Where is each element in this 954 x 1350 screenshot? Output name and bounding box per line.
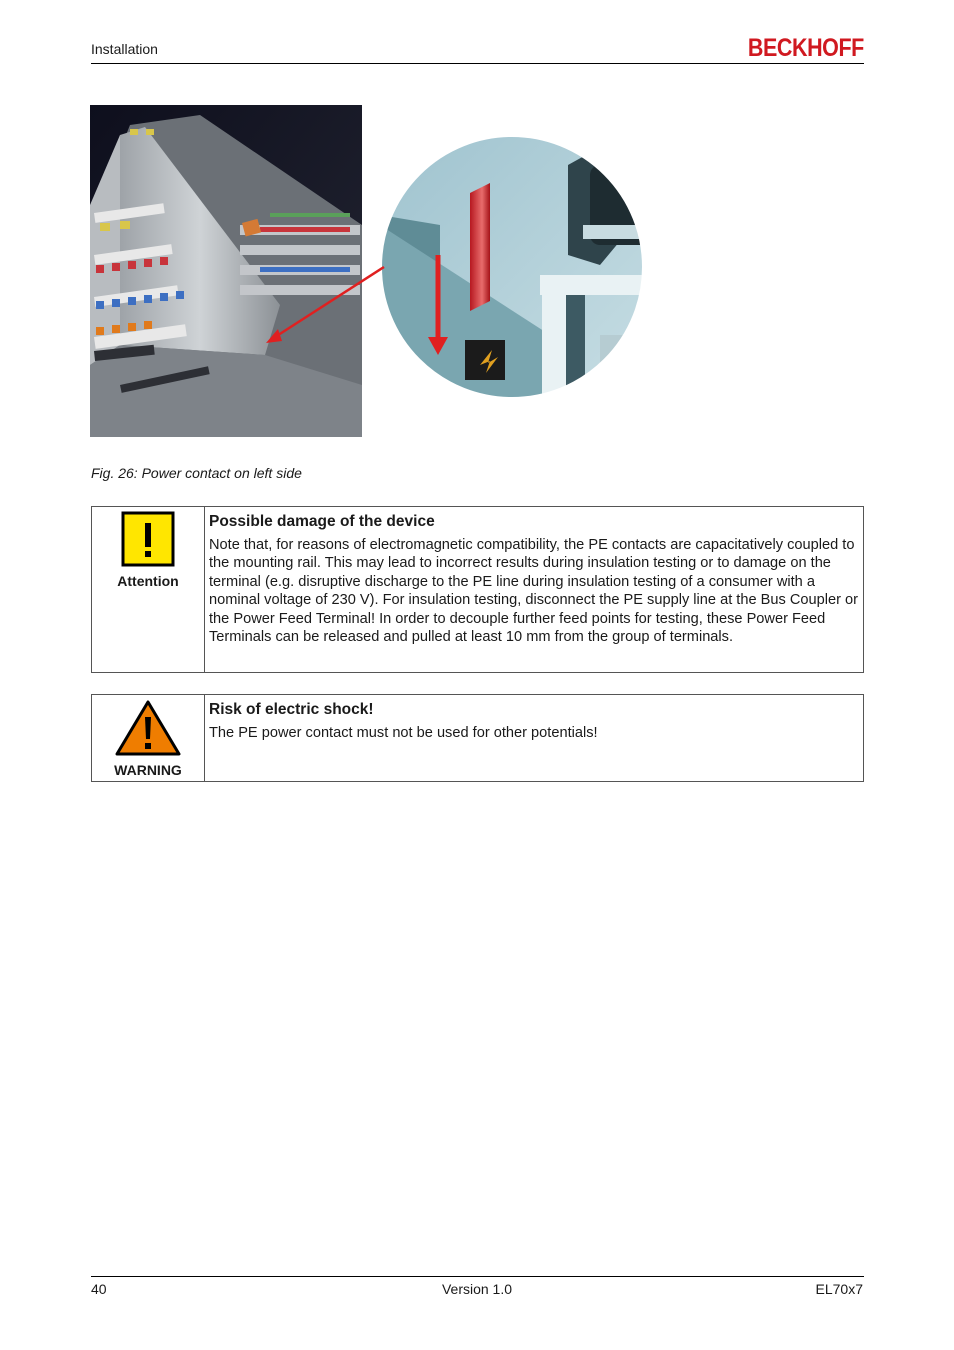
attention-label: Attention bbox=[117, 573, 179, 589]
warning-text: The PE power contact must not be used for other potentials! bbox=[209, 725, 598, 741]
beckhoff-logo: BECKHOFF bbox=[747, 34, 864, 62]
attention-side-panel bbox=[92, 507, 205, 672]
pe-contact bbox=[470, 183, 490, 311]
attention-text: Note that, for reasons of electromagnetic compatibility, the PE contacts are capacitatively coupled to the mounting rail. This may lead to incorrect results during insulation testing or to damage on the terminal (e.g. disruptive discharge to the PE line during insulation testing of a consumer with a nominal voltage of 230 V). For insulation testing, disconnect the PE supply line at the Bus Coupler or the Power Feed Terminal! In order to decouple further feed points for testing, these Power Feed Terminals can be released and pulled at least 10 mm from the group of terminals. bbox=[209, 537, 858, 646]
warning-title: Risk of electric shock! bbox=[209, 701, 374, 718]
exclamation-icon bbox=[121, 511, 175, 567]
product-name: EL70x7 bbox=[815, 1281, 863, 1297]
detail-magnifier bbox=[380, 125, 646, 435]
header-divider bbox=[91, 63, 864, 64]
footer-divider bbox=[91, 1276, 864, 1277]
warning-side-panel bbox=[92, 695, 205, 781]
figure-caption: Fig. 26: Power contact on left side bbox=[91, 465, 302, 481]
warning-notice bbox=[91, 694, 864, 782]
figure-illustration bbox=[90, 105, 646, 437]
warning-label: WARNING bbox=[114, 762, 182, 778]
warning-triangle-icon bbox=[114, 699, 182, 757]
figure-power-contact bbox=[90, 105, 646, 437]
header-section-title: Installation bbox=[91, 41, 158, 57]
attention-notice bbox=[91, 506, 864, 673]
page-number: 40 bbox=[91, 1281, 107, 1297]
document-version: Version 1.0 bbox=[441, 1281, 513, 1297]
attention-title: Possible damage of the device bbox=[209, 513, 435, 530]
